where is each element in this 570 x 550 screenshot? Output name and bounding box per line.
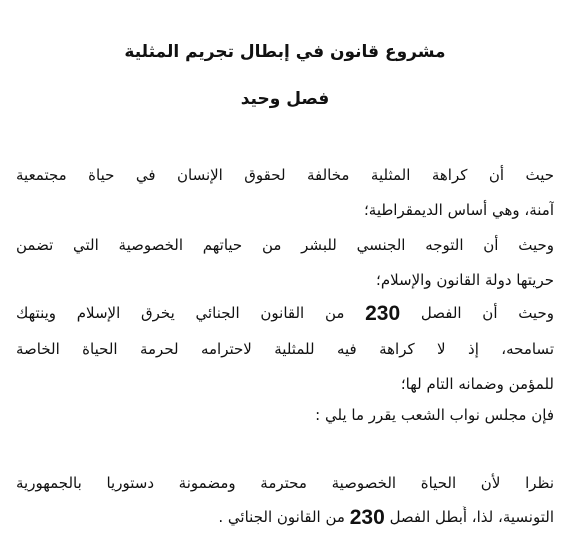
- paragraph-line-8: فإن مجلس نواب الشعب يقرر ما يلي :: [315, 406, 554, 424]
- paragraph-line-1: حيث أن كراهة المثلية مخالفة لحقوق الإنسان في حياة مجتمعية: [16, 166, 554, 184]
- line-5-rest: من القانون الجنائي يخرق الإسلام وينتهك: [16, 304, 345, 322]
- paragraph-line-6: تسامحه، إذ لا كراهة فيه للمثلية لاحترامه لحرمة الحياة الخاصة: [16, 340, 554, 358]
- paragraph-line-4: حريتها دولة القانون والإسلام؛: [376, 271, 554, 289]
- line-10-prefix: التونسية، لذا، أُبطل الفصل: [389, 508, 554, 526]
- paragraph-line-10: [16, 506, 554, 529]
- paragraph-line-2: آمنة، وهي أساس الديمقراطية؛: [364, 201, 554, 219]
- article-number: 230: [365, 302, 401, 325]
- document-subtitle: فصل وحيد: [240, 89, 330, 109]
- paragraph-line-5: [16, 302, 554, 325]
- paragraph-line-7: للمؤمن وضمانه التام لها؛: [400, 375, 554, 393]
- document-title: مشروع قانون في إبطال تجريم المثلية: [124, 42, 446, 62]
- line-10-rest: من القانون الجنائي .: [218, 508, 345, 526]
- paragraph-line-9: نظرا لأن الحياة الخصوصية محترمة ومضمونة دستوريا بالجمهورية: [16, 474, 554, 492]
- line-5-prefix: وحيث أن الفصل: [420, 304, 554, 322]
- article-number-2: 230: [349, 506, 385, 529]
- paragraph-line-3: وحيث أن التوجه الجنسي للبشر من حياتهم الخصوصية التي تضمن: [16, 236, 554, 254]
